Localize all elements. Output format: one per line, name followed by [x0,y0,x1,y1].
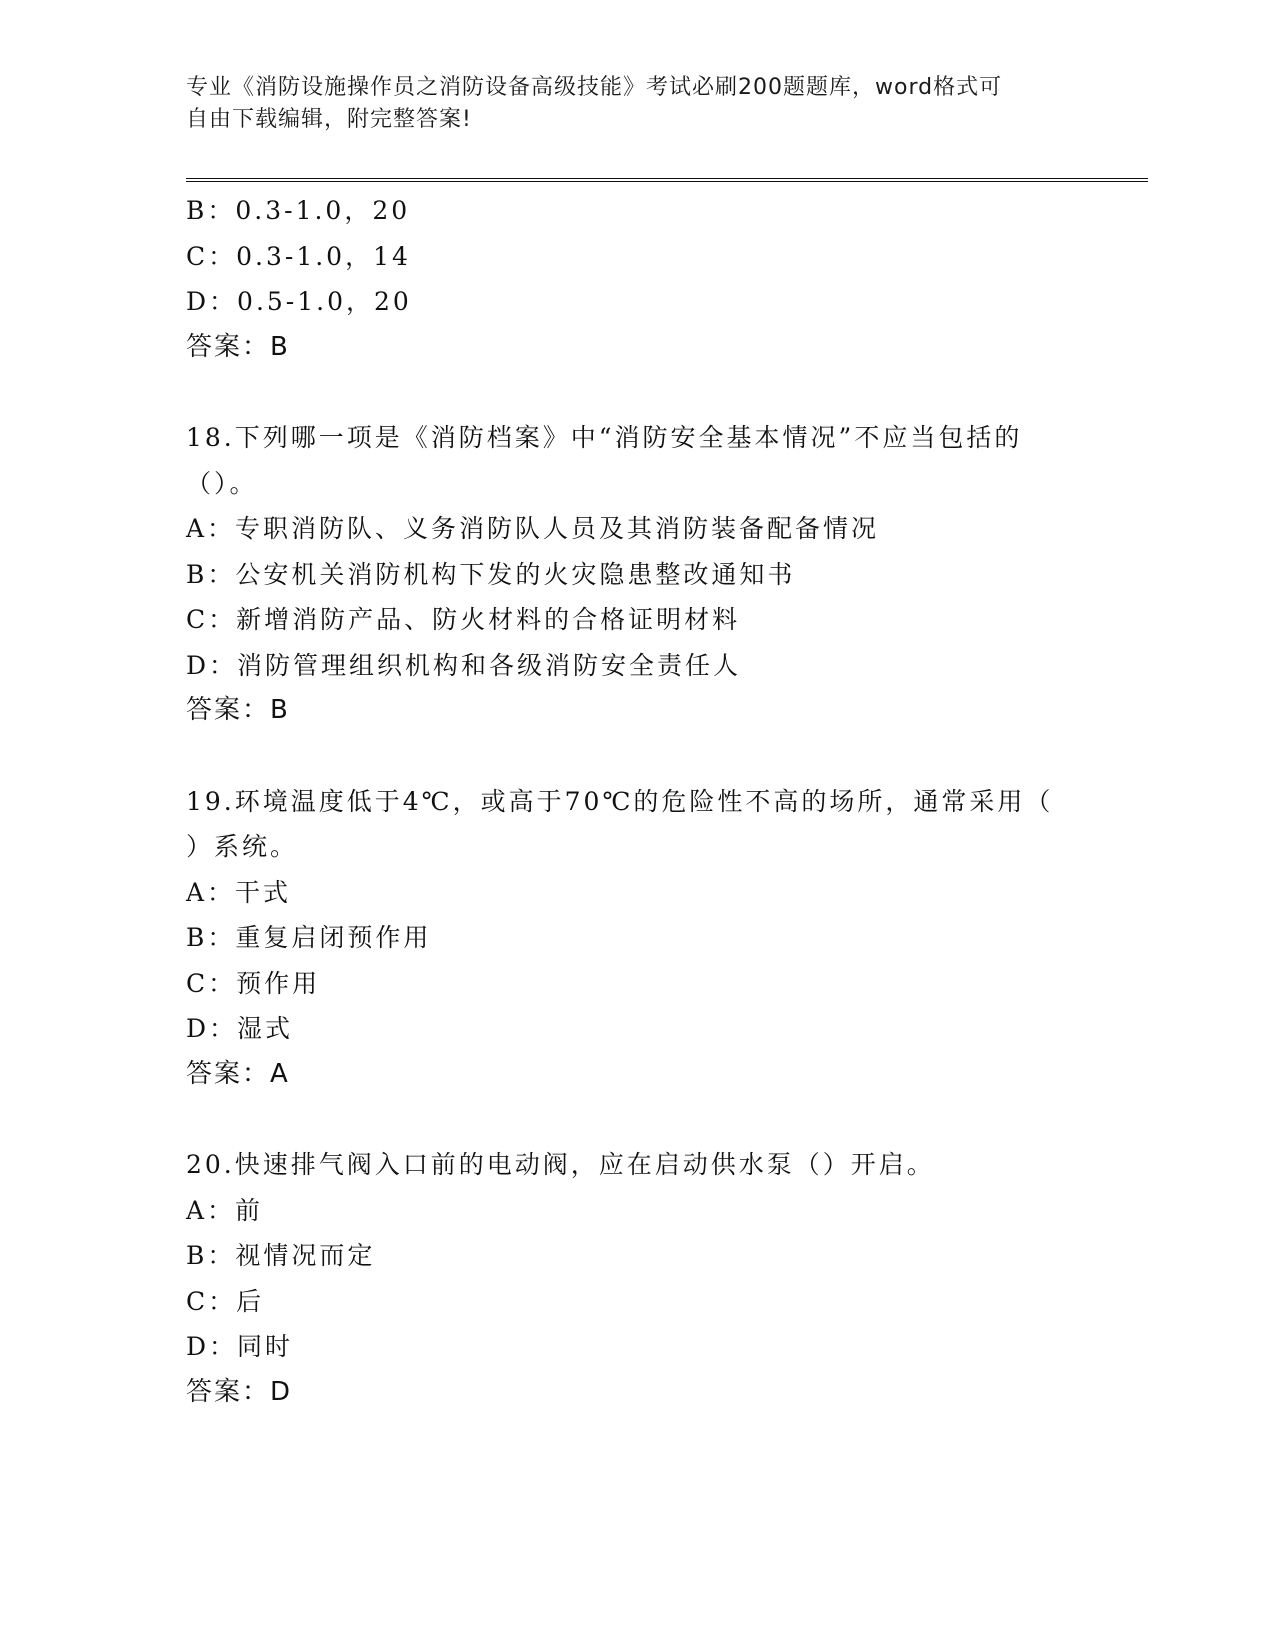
option-b: B：0.3-1.0，20 [186,196,411,225]
question-stem: 19.环境温度低于4℃，或高于70℃的危险性不高的场所，通常采用（ [186,786,1054,816]
question-18 [186,415,1086,734]
option-a: A：前 [186,1195,264,1225]
option-a: A：专职消防队、义务消防队人员及其消防装备配备情况 [186,514,880,543]
option-d: D：同时 [186,1332,294,1361]
option-c: C：0.3-1.0，14 [186,241,411,271]
option-c: C：新增消防产品、防火材料的合格证明材料 [186,605,741,634]
option-b: B：重复启闭预作用 [186,923,432,952]
header-divider [186,178,1148,182]
option-c: C：后 [186,1286,265,1316]
answer: 答案：A [186,1058,290,1089]
question-stem: 18.下列哪一项是《消防档案》中“消防安全基本情况”不应当包括的 [186,423,1023,452]
header-line-1: 专业《消防设施操作员之消防设备高级技能》考试必刷200题题库，word格式可 [186,75,1003,100]
option-d: D：消防管理组织机构和各级消防安全责任人 [186,650,742,680]
option-d: D：湿式 [186,1014,294,1043]
question-20 [186,1142,1086,1415]
answer: 答案：D [186,1376,293,1407]
option-c: C：预作用 [186,968,321,998]
option-b: B：公安机关消防机构下发的火灾隐患整改通知书 [186,559,796,589]
question-stem-continued: ）系统。 [186,832,299,861]
question-19 [186,779,1086,1098]
answer: 答案：B [186,695,290,725]
question-stem-continued: （）。 [186,468,258,498]
option-b: B：视情况而定 [186,1241,376,1270]
question-17-tail [186,188,1086,370]
option-d: D：0.5-1.0，20 [186,287,412,316]
header-line-2: 自由下载编辑，附完整答案! [186,107,472,132]
question-list [186,188,1086,1415]
answer: 答案：B [186,331,290,362]
question-stem: 20.快速排气阀入口前的电动阀，应在启动供水泵（）开启。 [186,1150,935,1179]
document-header [186,72,1086,136]
option-a: A：干式 [186,877,292,907]
